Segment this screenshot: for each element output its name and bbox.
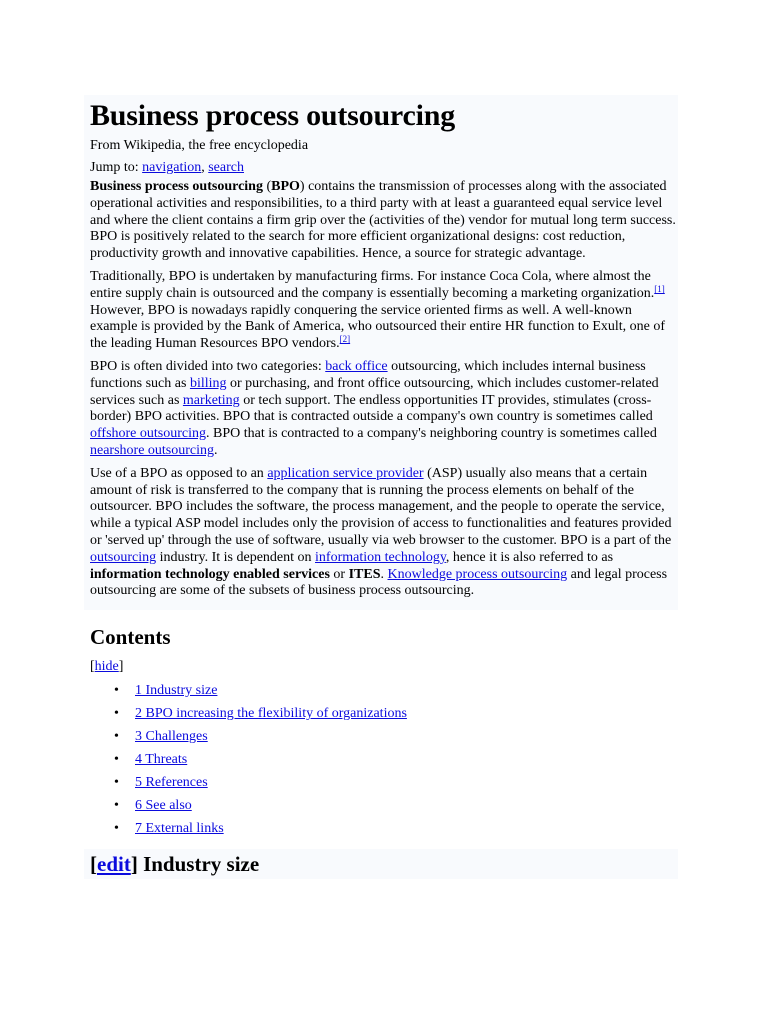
bullet: •	[114, 775, 119, 791]
page-title: Business process outsourcing	[90, 99, 456, 132]
text: Traditionally, BPO is undertaken by manufacturing firms. For instance Coca Cola, where almost the entire supply chain is outsourced and the company is essentially becoming a marketing organization.	[90, 268, 655, 301]
link-back-office[interactable]: back office	[325, 358, 388, 374]
link-billing[interactable]: billing	[189, 375, 227, 391]
bullet: •	[114, 683, 119, 699]
toc-item	[114, 679, 678, 702]
toc-item	[114, 725, 678, 748]
jump-search-link[interactable]: search	[208, 160, 244, 175]
edit-section-link[interactable]: edit	[97, 852, 131, 877]
article-body	[84, 95, 678, 610]
toc-link-see-also[interactable]: 6 See also	[135, 798, 192, 814]
toc-link-industry-size[interactable]: 1 Industry size	[135, 683, 218, 699]
text: . BPO that is contracted to a company's neighboring country is sometimes called	[206, 426, 657, 442]
text: or purchasing, and front office outsourcing, which includes customer-related services such as	[90, 375, 659, 408]
bullet: •	[114, 798, 119, 814]
link-marketing[interactable]: marketing	[182, 392, 240, 408]
citation-1[interactable]: [1]	[654, 283, 665, 294]
text: outsourcing, which includes internal business functions such as	[90, 358, 646, 391]
link-offshore-outsourcing[interactable]: offshore outsourcing	[90, 426, 206, 442]
text: (ASP) usually also means that a certain amount of risk is transferred to the company that is running the process elements on behalf of the outsourcer. BPO includes the software, the process management, and the people to operate the service, while a typical ASP model includes only the provision of access to functionalities and features provided or 'served up' through the use of software, usually via web browser to the customer. BPO is a part of the	[90, 465, 672, 548]
text: (	[262, 179, 272, 194]
contents-toggle	[90, 658, 678, 676]
link-information-technology[interactable]: information technology	[315, 549, 446, 565]
toc-item	[114, 817, 678, 840]
paragraph-traditional	[90, 269, 678, 353]
text: .	[214, 442, 218, 458]
toc-link-threats[interactable]: 4 Threats	[135, 752, 188, 768]
toc-item	[114, 794, 678, 817]
article	[84, 95, 678, 879]
text: and legal process outsourcing are some of the subsets of business process outsourcing.	[90, 566, 668, 599]
link-outsourcing[interactable]: outsourcing	[90, 549, 157, 565]
jump-sep: ,	[201, 160, 209, 175]
text: Use of a BPO as opposed to an	[90, 465, 268, 481]
term-ites-full: information technology enabled services	[90, 566, 330, 582]
text: or	[329, 566, 349, 582]
paragraph-intro	[90, 179, 678, 263]
table-of-contents	[84, 679, 678, 840]
section-heading-industry-size	[84, 849, 678, 879]
jump-navigation-link[interactable]: navigation	[142, 160, 202, 175]
toc-item	[114, 748, 678, 771]
term-ites: ITES	[348, 566, 381, 582]
text: , hence it is also referred to as	[445, 549, 614, 565]
link-application-service-provider[interactable]: application service provider	[267, 465, 424, 481]
toc-item	[114, 771, 678, 794]
text: .	[380, 566, 388, 582]
text: ) contains the transmission of processes along with the associated operational activities and responsibilities, to a third party with at least a guaranteed equal service level and where the client contains a firm grip over the (activities of the) vendor for mutual long term success. BPO is positively related to the search for more efficient organizational designs: cost reduction, productivity growth and innovative capabilities. Hence, a source for strategic advantage.	[90, 179, 676, 262]
term-bpo: Business process outsourcing	[90, 179, 263, 194]
citation-2[interactable]: [2]	[339, 334, 351, 345]
bullet: •	[114, 752, 119, 768]
bracket: [	[90, 659, 95, 675]
bracket: [	[90, 852, 97, 877]
paragraph-asp	[90, 466, 678, 600]
text: or tech support. The endless opportunities IT provides, stimulates (cross-border) BPO activities. BPO that is contracted outside a company's own country is sometimes called	[90, 392, 653, 425]
jump-prefix: Jump to:	[90, 160, 143, 175]
toc-link-challenges[interactable]: 3 Challenges	[135, 729, 208, 745]
bullet: •	[114, 706, 119, 722]
site-sub: From Wikipedia, the free encyclopedia	[90, 138, 309, 153]
bullet: •	[114, 821, 119, 837]
text: However, BPO is nowadays rapidly conquering the service oriented firms as well. A well-known example is provided by the Bank of America, who outsourced their entire HR function to Exult, one of the leading Human Resources BPO vendors.	[90, 302, 666, 352]
toc-link-external-links[interactable]: 7 External links	[135, 821, 224, 837]
term-bpo-abbr: BPO	[271, 179, 300, 194]
link-nearshore-outsourcing[interactable]: nearshore outsourcing	[90, 442, 215, 458]
paragraph-categories	[90, 359, 678, 460]
link-knowledge-process-outsourcing[interactable]: Knowledge process outsourcing	[387, 566, 568, 582]
jump-to	[90, 157, 678, 179]
text: BPO is often divided into two categories:	[90, 358, 326, 374]
bracket: ]	[118, 659, 124, 675]
toc-item	[114, 702, 678, 725]
hide-toc-link[interactable]: hide	[94, 659, 119, 675]
text: industry. It is dependent on	[156, 549, 316, 565]
toc-link-flexibility[interactable]: 2 BPO increasing the flexibility of organizations	[135, 706, 407, 722]
section-title: Industry size	[137, 852, 260, 877]
bullet: •	[114, 729, 119, 745]
bracket: ]	[130, 852, 138, 877]
contents-heading: Contents	[90, 625, 171, 650]
toc-link-references[interactable]: 5 References	[135, 775, 208, 791]
